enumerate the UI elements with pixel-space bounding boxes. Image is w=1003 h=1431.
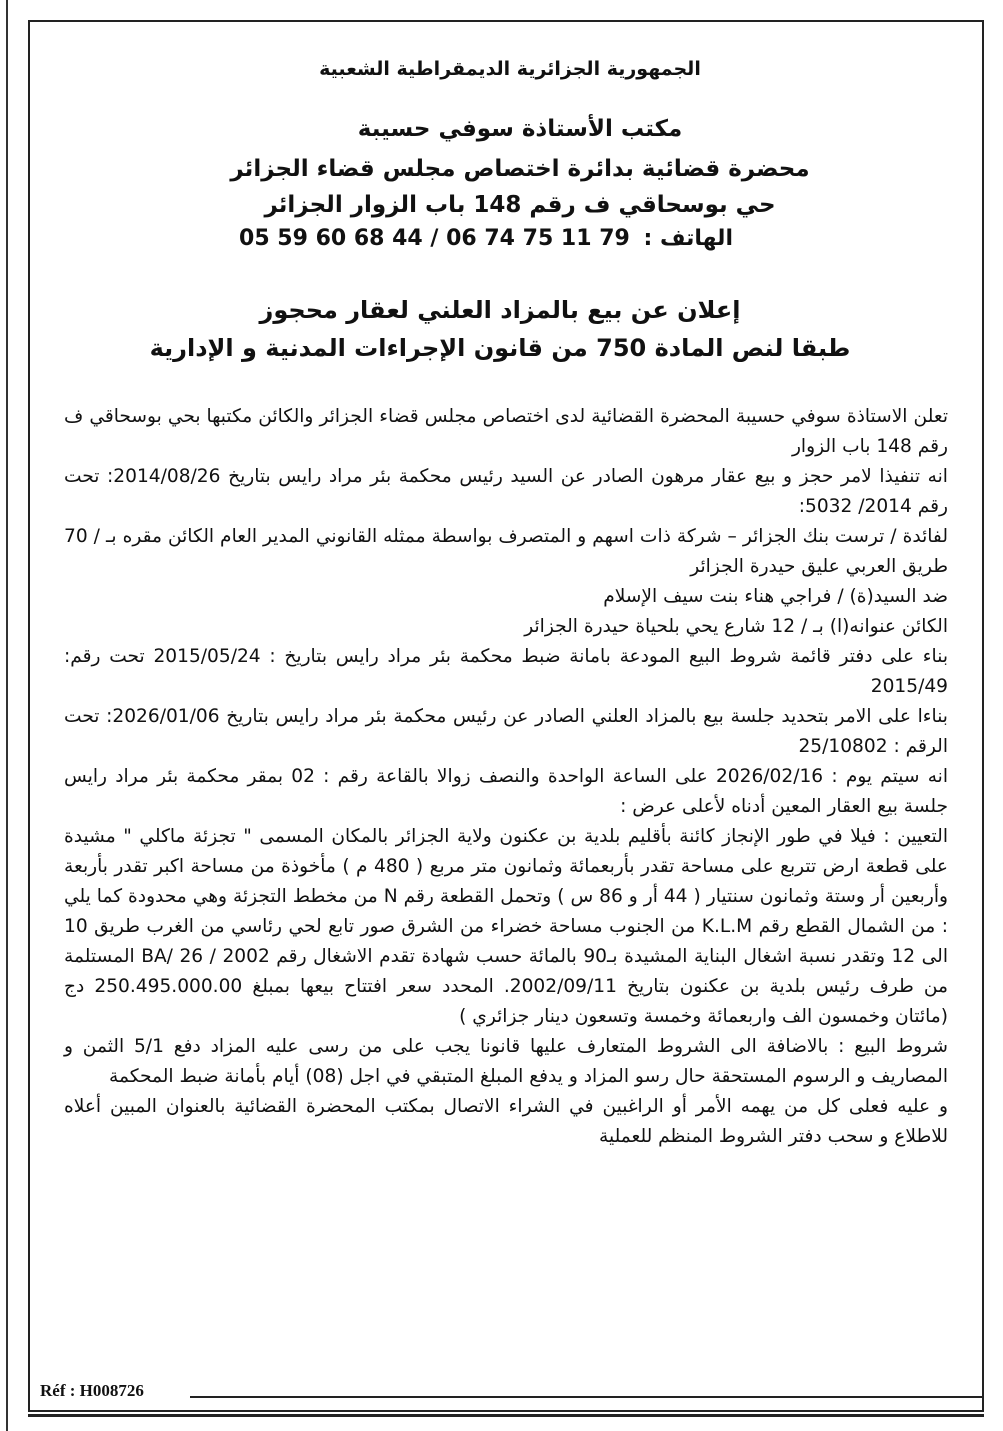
office-phone [239,226,733,251]
paragraph-sale-terms: شروط البيع : بالاضافة الى الشروط المتعارف عليها قانونا يجب على من رسى عليه المزاد دفع 5/1 الثمن و المصاريف و الرسوم المستحقة حال رسو المزاد و يدفع المبلغ المتبقي في اجل (08) أيام بأمانة ضبط المحكمة [64,1036,948,1087]
reference-number: Réf : H008726 [36,1381,148,1401]
paragraph-designation: التعيين : فيلا في طور الإنجاز كائنة بأقليم بلدية بن عكنون ولاية الجزائر بالمكان المسمى " تجزئة ماكلي " مشيدة على قطعة ارض تتربع على مساحة تقدر بأربعمائة وثمانون متر مربع ( 480 م ) مأخوذة من مساحة اكبر تقدر بأربعة وأربعين أر وستة وثمانون سنتيار ( 44 أر و 86 س ) وتحمل القطعة رقم N من مخطط التجزئة وهي محدودة كما يلي : من الشمال القطع رقم K.L.M من الجنوب مساحة خضراء من الشرق صور تابع لحي رئاسي من الغرب طريق 10 الى 12 وتقدر نسبة اشغال البناية المشيدة بـ90 بالمائة حسب شهادة تقدم الاشغال رقم 2002 / BA/ 26 المستلمة من طرف رئيس بلدية بن عكنون بتاريخ 2002/09/11. المحدد سعر افتتاح بيعها بمبلغ 250.495.000.00 دج (مائتان وخمسون الف واربعمائة وخمسة وتسعون دينار جزائري ) [64,826,949,1027]
phone-numbers: 05 59 60 68 44 / 06 74 75 11 79 [239,226,630,251]
scan-edge-line [6,0,8,1431]
notice-body [64,402,948,1152]
paragraph-against: ضد السيد(ة) / فراجي هناء بنت سيف الإسلام [603,586,948,607]
paragraph-session-order: بناءا على الامر بتحديد جلسة بيع بالمزاد العلني الصادر عن رئيس محكمة بئر مراد رايس بتاريخ 2026/01/06: تحت الرقم : 25/10802 [64,706,948,757]
office-address: حي بوسحاقي ف رقم 148 باب الزوار الجزائر [264,192,776,218]
paragraph-order: انه تنفيذا لامر حجز و بيع عقار مرهون الصادر عن السيد رئيس محكمة بئر مراد رايس بتاريخ 2014/08/26: تحت رقم 2014/ 5032: [64,466,948,517]
paragraph-conditions-book: بناء على دفتر قائمة شروط البيع المودعة بامانة ضبط محكمة بئر مراد رايس بتاريخ : 2015/05/24 تحت رقم: 2015/49 [64,646,949,697]
paragraph-intro: تعلن الاستاذة سوفي حسيبة المحضرة القضائية لدى اختصاص مجلس قضاء الجزائر والكائن مكتبها بحي بوسحاقي ف رقم 148 باب الزوار [64,406,948,457]
paragraph-debtor-address: الكائن عنوانه(ا) بـ / 12 شارع يحي بلحياة حيدرة الجزائر [524,616,948,637]
paragraph-session-date: انه سيتم يوم : 2026/02/16 على الساعة الواحدة والنصف زوالا بالقاعة رقم : 02 بمقر محكمة بئر مراد رايس جلسة بيع العقار المعين أدناه لأعلى عرض : [64,766,948,817]
office-jurisdiction: محضرة قضائية بدائرة اختصاص مجلس قضاء الجزائر [230,156,810,182]
paragraph-contact: و عليه فعلى كل من يهمه الأمر أو الراغبين في الشراء الاتصال بمكتب المحضرة القضائية بالعنوان المبين أعلاه للاطلاع و سحب دفتر الشروط المنظم للعملية [64,1096,948,1147]
notice-subtitle: طبقا لنص المادة 750 من قانون الإجراءات المدنية و الإدارية [149,334,851,362]
reference-rule [190,1396,982,1398]
phone-label: الهاتف : [643,226,733,251]
notice-title: إعلان عن بيع بالمزاد العلني لعقار محجوز [259,296,741,324]
paragraph-beneficiary: لفائدة / ترست بنك الجزائر – شركة ذات اسهم و المتصرف بواسطة ممثله القانوني المدير العام الكائن مقره بـ / 70 طريق العربي عليق حيدرة الجزائر [64,526,948,577]
republic-heading: الجمهورية الجزائرية الديمقراطية الشعبية [319,58,701,80]
bottom-border [28,1414,984,1431]
office-name: مكتب الأستاذة سوفي حسيبة [357,116,683,142]
